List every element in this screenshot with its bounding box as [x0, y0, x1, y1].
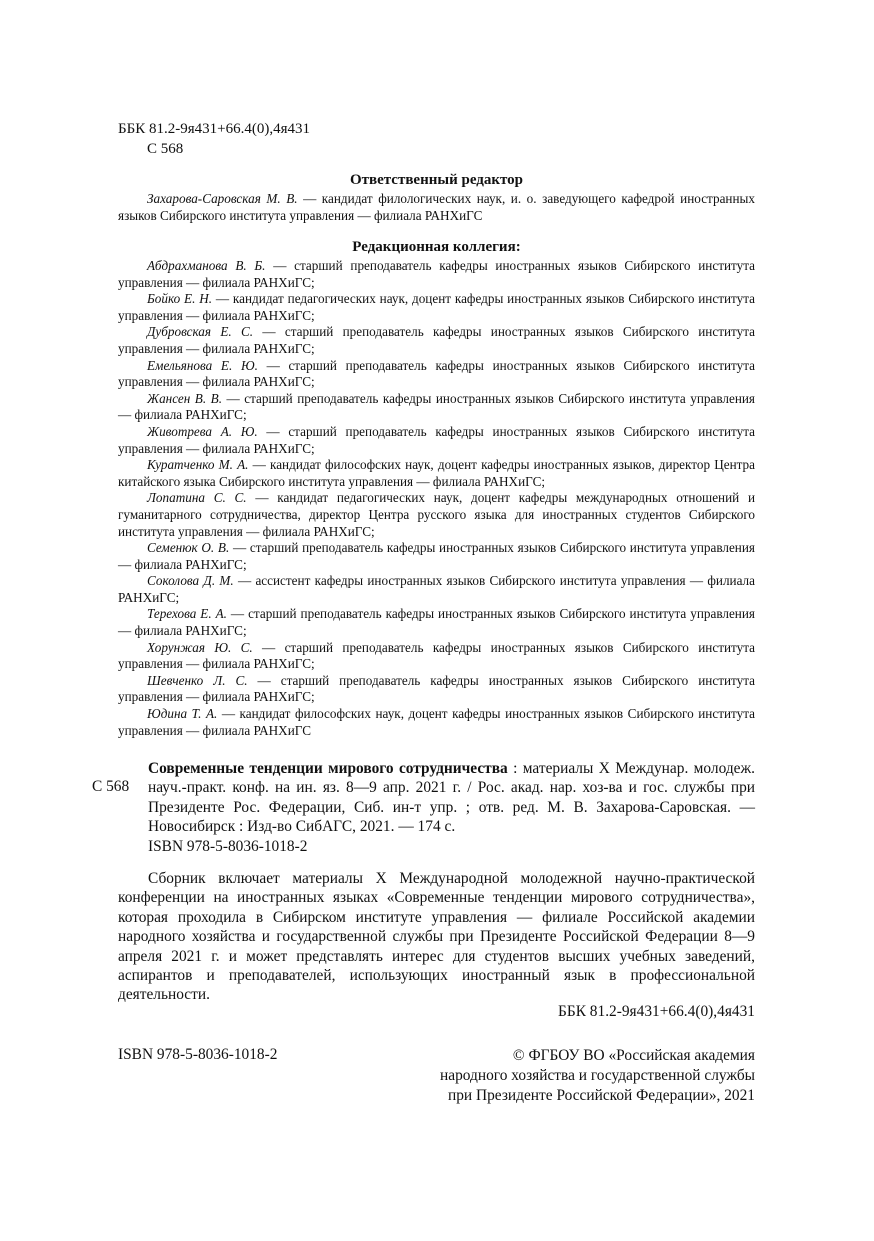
board-member: [118, 640, 755, 673]
board-member: [118, 706, 755, 739]
member-name: Хорунжая Ю. С.: [147, 639, 253, 655]
book-isbn: ISBN 978-5-8036-1018-2: [148, 837, 308, 855]
copyright-line: при Президенте Российской Федерации», 2021: [447, 1087, 755, 1104]
copyright: [440, 1046, 755, 1106]
editorial-board-heading: Редакционная коллегия:: [352, 239, 521, 255]
member-description: — старший преподаватель кафедры иностранных языков Сибирского института управления — филиала РАНХиГС;: [118, 540, 755, 572]
board-member: [118, 291, 755, 324]
board-member: [118, 358, 755, 391]
author-sign-margin: С 568: [92, 778, 130, 795]
member-description: — ассистент кафедры иностранных языков Сибирского института управления — филиала РАНХиГС;: [118, 573, 755, 605]
member-description: — кандидат философских наук, доцент кафедры иностранных языков Сибирского института управления — филиала РАНХиГС: [118, 706, 755, 738]
member-description: — старший преподаватель кафедры иностранных языков Сибирского института управления — филиала РАНХиГС;: [118, 390, 755, 423]
book-title: Современные тенденции мирового сотрудничества: [148, 760, 508, 777]
member-description: — старший преподаватель кафедры иностранных языков Сибирского института управления — филиала РАНХиГС;: [118, 258, 755, 290]
board-member: [118, 606, 755, 639]
book-details: : материалы X Междунар. молодеж. науч.-практ. конф. на ин. яз. 8—9 апр. 2021 г. / Рос. акад. нар. хоз-ва и гос. службы при Президенте Рос. Федерации, Сиб. ин-т упр. ; отв. ред. М. В. Захарова-Саровская. — Новосибирск : Изд-во СибАГС, 2021. — 174 с.: [148, 760, 755, 836]
member-description: — старший преподаватель кафедры иностранных языков Сибирского института управления — филиала РАНХиГС;: [118, 639, 755, 672]
bibliographic-description: [148, 759, 755, 856]
board-member: [118, 391, 755, 424]
member-description: — кандидат педагогических наук, доцент кафедры международных отношений и гуманитарного сотрудничества, директор Центра русского языка для иностранных студентов Сибирского института управления — филиала РАНХиГС;: [118, 490, 755, 539]
member-name: Емельянова Е. Ю.: [147, 357, 258, 373]
bbk-code-bottom: ББК 81.2-9я431+66.4(0),4я431: [558, 1003, 755, 1020]
editor-description: — кандидат филологических наук, и. о. заведующего кафедрой иностранных языков Сибирского института управления — филиала РАНХиГС: [118, 191, 755, 223]
responsible-editor-heading: Ответственный редактор: [349, 172, 524, 188]
board-member: [118, 457, 755, 490]
bbk-block: [118, 119, 310, 159]
responsible-editor-entry: [118, 191, 755, 224]
member-description: — кандидат философских наук, доцент кафедры иностранных языков, директор Центра китайского языка Сибирского института управления — филиала РАНХиГС;: [118, 457, 755, 489]
board-member: [118, 673, 755, 706]
member-name: Абдрахманова В. Б.: [147, 258, 266, 273]
author-sign: С 568: [147, 141, 184, 157]
member-name: Животрева А. Ю.: [147, 423, 258, 439]
member-name: Жансен В. В.: [147, 390, 223, 406]
member-name: Лопатина С. С.: [147, 490, 247, 506]
member-name: Терехова Е. А.: [147, 606, 227, 622]
abstract: Сборник включает материалы X Международной молодежной научно-практической конференции на иностранных языках «Современные тенденции мирового сотрудничества», которая проходила в Сибирском институте управления — филиале Российской академии народного хозяйства и государственной службы при Президенте Российской Федерации 8—9 апреля 2021 г. и может представлять интерес для студентов высших учебных заведений, аспирантов и преподавателей, использующих иностранный язык в профессиональной деятельности.: [118, 870, 755, 1004]
member-name: Семенюк О. В.: [147, 540, 230, 556]
bbk-code: ББК 81.2-9я431+66.4(0),4я431: [118, 121, 310, 137]
member-name: Соколова Д. М.: [147, 573, 234, 589]
member-name: Куратченко М. А.: [147, 457, 249, 473]
member-name: Юдина Т. А.: [147, 706, 218, 722]
footer-isbn: ISBN 978-5-8036-1018-2: [118, 1046, 278, 1063]
copyright-line: народного хозяйства и государственной службы: [440, 1067, 755, 1084]
member-name: Шевченко Л. С.: [147, 672, 248, 688]
editor-name: Захарова-Саровская М. В.: [147, 191, 298, 206]
board-member: [118, 324, 755, 357]
member-description: — старший преподаватель кафедры иностранных языков Сибирского института управления — филиала РАНХиГС;: [118, 324, 755, 356]
member-name: Дубровская Е. С.: [147, 324, 254, 340]
member-description: — кандидат педагогических наук, доцент кафедры иностранных языков Сибирского института управления — филиала РАНХиГС;: [118, 291, 755, 323]
member-description: — старший преподаватель кафедры иностранных языков Сибирского института управления — филиала РАНХиГС;: [118, 357, 755, 390]
member-description: — старший преподаватель кафедры иностранных языков Сибирского института управления — филиала РАНХиГС;: [118, 606, 755, 639]
editorial-board-list: [118, 258, 755, 739]
board-member: [118, 490, 755, 540]
member-description: — старший преподаватель кафедры иностранных языков Сибирского института управления — филиала РАНХиГС;: [118, 423, 755, 456]
copyright-line: © ФГБОУ ВО «Российская академия: [512, 1047, 755, 1064]
member-description: — старший преподаватель кафедры иностранных языков Сибирского института управления — филиала РАНХиГС;: [118, 672, 755, 705]
board-member: [118, 258, 755, 291]
board-member: [118, 424, 755, 457]
board-member: [118, 573, 755, 606]
member-name: Бойко Е. Н.: [147, 291, 213, 307]
board-member: [118, 540, 755, 573]
